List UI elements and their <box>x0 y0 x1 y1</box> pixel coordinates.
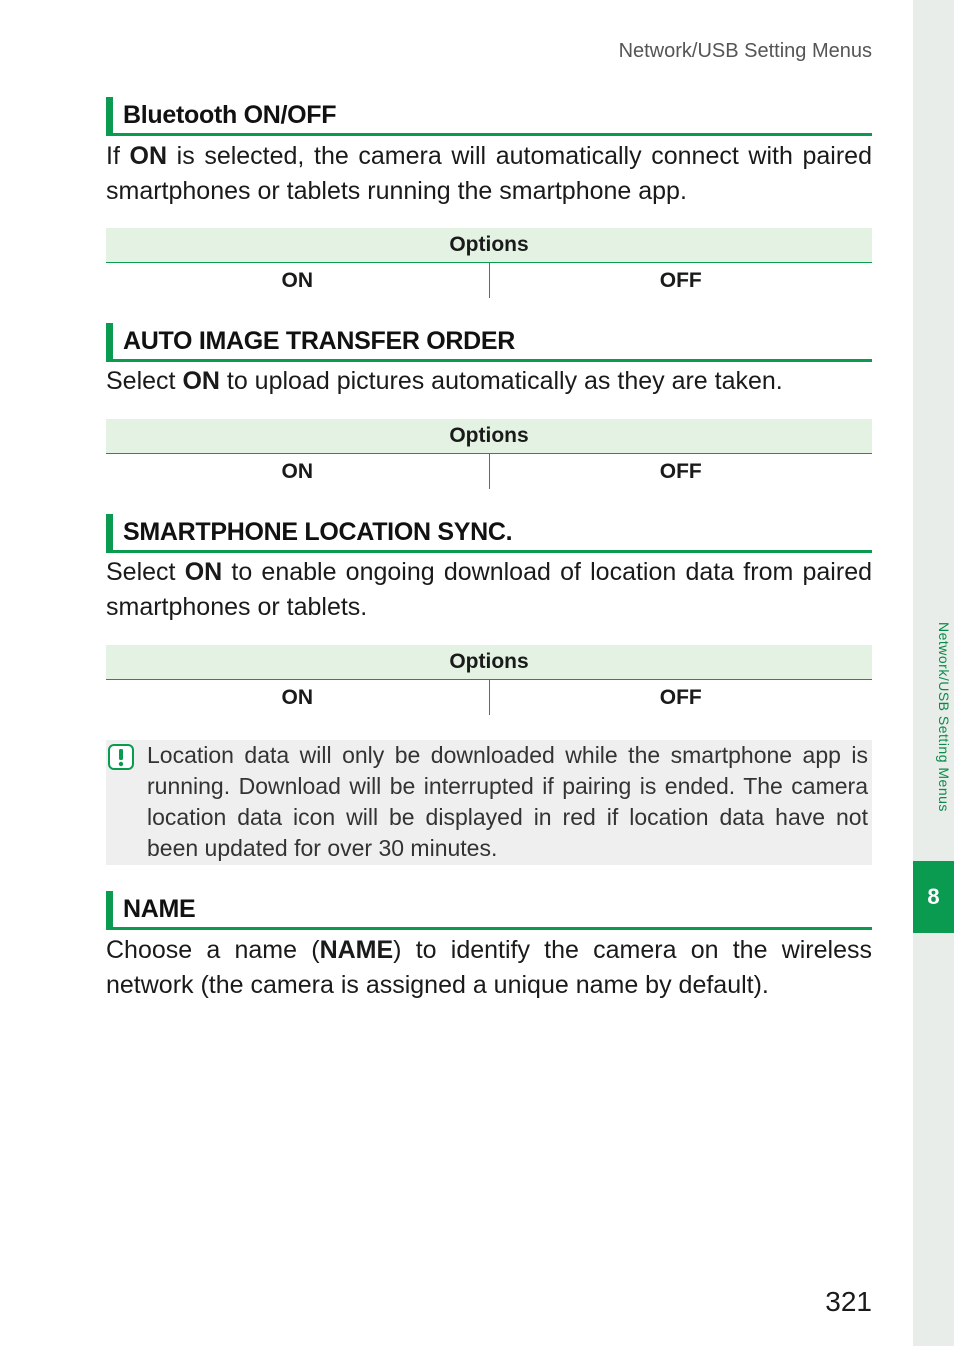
heading-bar <box>106 891 113 927</box>
options-row <box>106 263 872 298</box>
section-title: NAME <box>123 895 196 923</box>
section-name <box>106 891 872 930</box>
section-title: SMARTPHONE LOCATION SYNC. <box>123 518 513 546</box>
text-segment: to upload pictures automatically as they are taken. <box>219 367 783 395</box>
option-on: ON <box>106 263 490 298</box>
text-segment: Select <box>106 367 183 395</box>
options-header: Options <box>106 419 872 454</box>
option-on: ON <box>106 454 490 489</box>
note-text: Location data will only be downloaded while the smartphone app is running. Download will be interrupted if pairing is ended. The camera location data icon will be displayed in red if location data have not been updated for over 30 minutes. <box>147 742 868 861</box>
page-number: 321 <box>825 1286 872 1317</box>
option-off: OFF <box>659 459 702 483</box>
section-auto-image-transfer <box>106 323 872 362</box>
section-heading <box>106 891 872 930</box>
section-description <box>106 555 872 625</box>
caution-icon <box>108 744 134 770</box>
sidebar-label: Network/USB Setting Menus <box>936 622 952 812</box>
options-table <box>106 419 872 489</box>
option-on: ON <box>106 680 490 715</box>
option-off: OFF <box>659 685 702 709</box>
options-row <box>106 454 872 489</box>
options-table <box>106 228 872 298</box>
bold-term: ON <box>184 558 223 586</box>
heading-bar <box>106 514 113 550</box>
option-off: OFF <box>659 268 702 292</box>
heading-bar <box>106 323 113 359</box>
options-header: Options <box>106 645 872 680</box>
caution-note <box>106 740 872 865</box>
options-table <box>106 645 872 715</box>
text-segment: is selected, the camera will automatically connect with paired smartphones or tablets running the smartphone app. <box>106 142 872 205</box>
section-heading <box>106 97 872 136</box>
chapter-tab[interactable]: 8 <box>913 861 954 933</box>
text-segment: ) to identify the camera on the wireless network (the camera is assigned a unique name by default). <box>106 936 872 999</box>
chapter-sidebar <box>913 0 954 1346</box>
section-description <box>106 139 872 209</box>
section-heading <box>106 323 872 362</box>
bold-term: NAME <box>319 936 394 964</box>
text-segment: Select <box>106 558 185 586</box>
section-smartphone-location-sync <box>106 514 872 553</box>
bold-term: ON <box>129 142 168 170</box>
text-segment: If <box>106 142 130 170</box>
options-row <box>106 680 872 715</box>
section-description <box>106 364 872 399</box>
text-segment: Choose a name ( <box>106 936 320 964</box>
heading-bar <box>106 97 113 133</box>
section-title: AUTO IMAGE TRANSFER ORDER <box>123 327 516 355</box>
section-bluetooth <box>106 97 872 136</box>
options-header: Options <box>106 228 872 263</box>
bold-term: ON <box>182 367 220 395</box>
running-header: Network/USB Setting Menus <box>618 40 872 62</box>
section-description <box>106 933 872 1003</box>
section-heading <box>106 514 872 553</box>
text-segment: to enable ongoing download of location data from paired smartphones or tablets. <box>106 558 872 621</box>
section-title: Bluetooth ON/OFF <box>123 101 337 129</box>
